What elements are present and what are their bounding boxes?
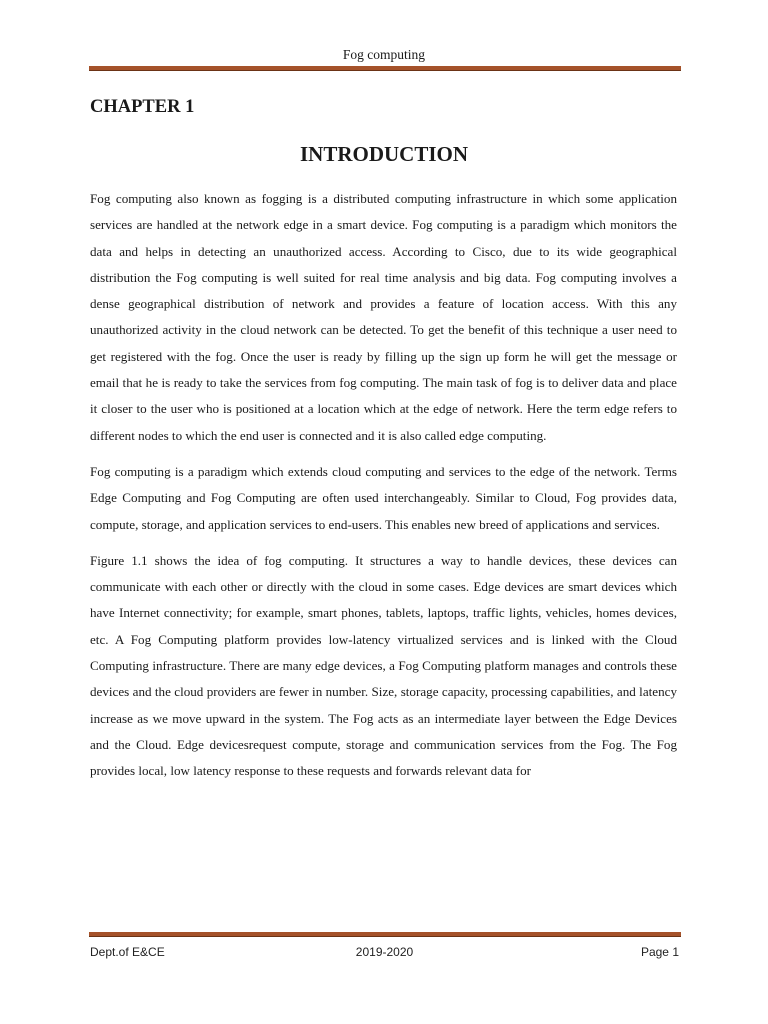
- body-text: [90, 186, 677, 795]
- paragraph: Fog computing is a paradigm which extends cloud computing and services to the edge of the network. Terms Edge Computing and Fog Computing are often used interchangeably. Similar to Cloud, Fog provides data, compute, storage, and application services to end-users. This enables new breed of applications and services.: [90, 463, 677, 532]
- paragraph: Fog computing also known as fogging is a distributed computing infrastructure in which some application services are handled at the network edge in a smart device. Fog computing is a paradigm which monitors the data and helps in detecting an unauthorized access. According to Cisco, due to its wide geographical distribution the Fog computing is well suited for real time analysis and big data. Fog computing involves a dense geographical distribution of network and provides a feature of location access. With this any unauthorized activity in the cloud network can be detected. To get the benefit of this technique a user need to get registered with the fog. Once the user is ready by filling up the sign up form he will get the message or email that he is ready to take the services from fog computing. The main task of fog is to deliver data and place it closer to the user who is positioned at a location which at the edge of network. Here the term edge refers to different nodes to which the end user is connected and it is also called edge computing.: [90, 191, 677, 443]
- footer-page-number: Page 1: [640, 945, 679, 959]
- footer-department: Dept.of E&CE: [90, 945, 165, 959]
- paragraph: Figure 1.1 shows the idea of fog computing. It structures a way to handle devices, these devices can communicate with each other or directly with the cloud in some cases. Edge devices are smart devices which have Internet connectivity; for example, smart phones, tablets, laptops, traffic lights, vehicles, homes devices, etc. A Fog Computing platform provides low-latency virtualized services and is linked with the Cloud Computing infrastructure. There are many edge devices, a Fog Computing platform manages and controls these devices and the cloud providers are fewer in number. Size, storage capacity, processing capabilities, and latency increase as we move upward in the system. The Fog acts as an intermediate layer between the Edge Devices and the Cloud. Edge devicesrequest compute, storage and communication services from the Fog. The Fog provides local, low latency response to these requests and forwards relevant data for: [90, 552, 677, 779]
- chapter-label: CHAPTER 1: [90, 97, 195, 117]
- running-header: Fog computing: [342, 47, 426, 62]
- footer-rule: [89, 932, 681, 937]
- footer-year: 2019-2020: [355, 945, 414, 959]
- header-rule: [89, 66, 681, 71]
- section-title: INTRODUCTION: [299, 142, 469, 166]
